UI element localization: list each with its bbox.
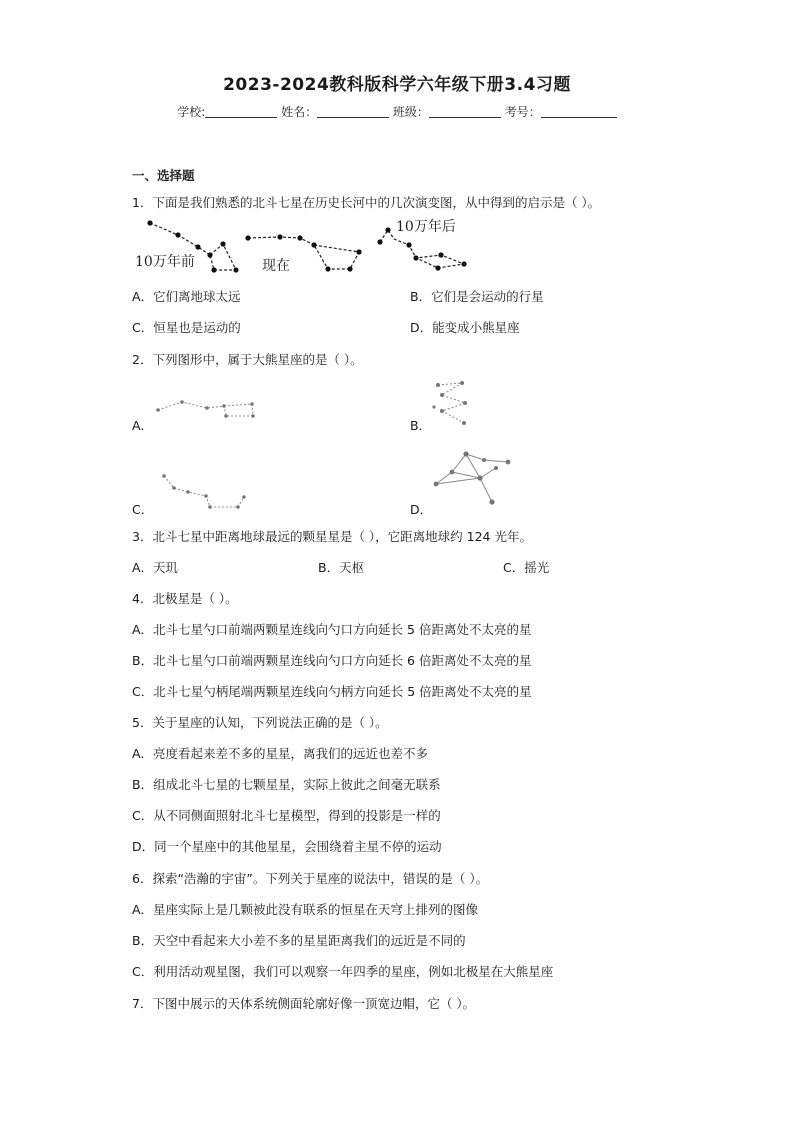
label-future: 10万年后 [396,219,456,235]
q5-option-a[interactable]: A．亮度看起来差不多的星星，离我们的远近也差不多 [132,746,429,761]
q2-option-a[interactable]: A． [132,418,154,433]
q4-stem: 4．北极星是（ ）。 [132,591,238,606]
q3-stem: 3．北斗七星中距离地球最远的颗星星是（ ），它距离地球约 124 光年。 [132,529,532,544]
q2-option-d[interactable]: D． [410,502,433,517]
q2-figure-d [430,446,520,512]
school-field[interactable] [205,105,277,118]
q5-option-b[interactable]: B．组成北斗七星的七颗星星，实际上彼此之间毫无联系 [132,777,441,792]
number-label: 考号： [504,105,541,119]
q3-option-b[interactable]: B．天枢 [318,560,365,575]
q6-option-c[interactable]: C．利用活动观星图，我们可以观察一年四季的星座，例如北极星在大熊星座 [132,964,554,979]
dipper-now [245,234,361,274]
q5-option-d[interactable]: D．同一个星座中的其他星星，会围绕着主星不停的运动 [132,839,442,854]
q1-stem: 1．下面是我们熟悉的北斗七星在历史长河中的几次演变图，从中得到的启示是（ ）。 [132,195,601,210]
q7-stem: 7．下图中展示的天体系统侧面轮廓好像一顶宽边帽，它（ ）。 [132,996,476,1011]
student-info-row [0,103,794,120]
q4-option-c[interactable]: C．北斗七星勺柄尾端两颗星连线向勺柄方向延长 5 倍距离处不太亮的星 [132,684,532,699]
dipper-past [135,220,239,272]
q6-option-b[interactable]: B．天空中看起来大小差不多的星星距离我们的远近是不同的 [132,933,466,948]
q2-option-c[interactable]: C． [132,502,154,517]
class-field[interactable] [429,105,501,118]
q4-option-a[interactable]: A．北斗七星勺口前端两颗星连线向勺口方向延长 5 倍距离处不太亮的星 [132,622,532,637]
q1-option-b[interactable]: B．它们是会运动的行星 [410,289,544,304]
page-title: 2023-2024教科版科学六年级下册3.4习题 [223,75,571,95]
q1-option-d[interactable]: D．能变成小熊星座 [410,320,520,335]
q1-option-c[interactable]: C．恒星也是运动的 [132,320,241,335]
q1-option-a[interactable]: A．它们离地球太远 [132,289,241,304]
q6-option-a[interactable]: A．星座实际上是几颗被此没有联系的恒星在天穹上排列的图像 [132,902,479,917]
q2-option-b[interactable]: B． [410,418,432,433]
label-now: 现在 [262,258,290,274]
school-label: 学校: [177,105,206,119]
q2-figure-c [154,470,254,514]
q3-option-a[interactable]: A．天玑 [132,560,179,575]
class-label: 班级： [392,105,429,119]
dipper-future [377,218,466,271]
q5-option-c[interactable]: C．从不同侧面照射北斗七星模型，得到的投影是一样的 [132,808,441,823]
label-past: 10万年前 [135,254,195,270]
q2-figure-a [152,392,270,426]
number-field[interactable] [541,105,617,118]
q4-option-b[interactable]: B．北斗七星勺口前端两颗星连线向勺口方向延长 6 倍距离处不太亮的星 [132,653,532,668]
q6-stem: 6．探索“浩瀚的宇宙”。下列关于星座的说法中，错误的是（ ）。 [132,871,489,886]
section-heading: 一、选择题 [132,168,195,183]
q2-figure-b [428,375,478,431]
name-label: 姓名： [281,105,318,119]
q2-stem: 2．下列图形中，属于大熊星座的是（ ）。 [132,352,363,367]
q5-stem: 5．关于星座的认知，下列说法正确的是（ ）。 [132,715,388,730]
q1-big-dipper-evolution-figure [130,214,480,278]
name-field[interactable] [317,105,389,118]
q3-option-c[interactable]: C．摇光 [503,560,550,575]
